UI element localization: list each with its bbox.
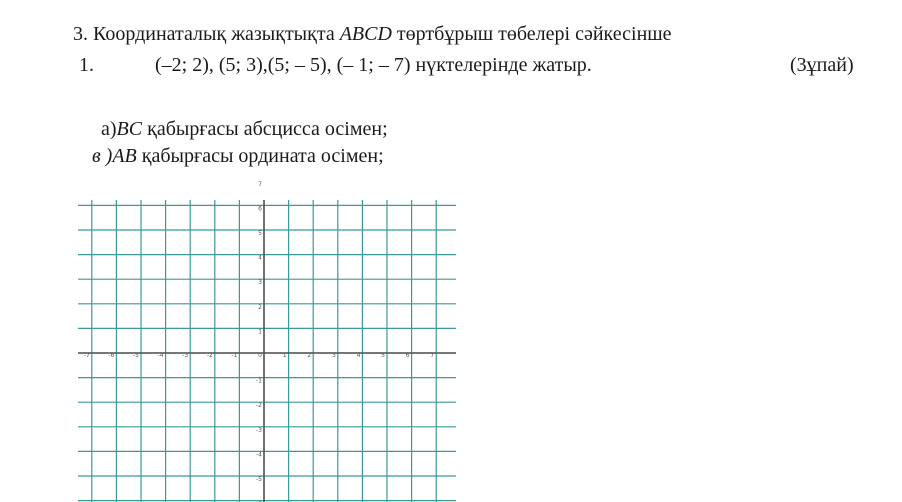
- x-tick-label: -2: [206, 352, 213, 359]
- y-tick-label: -4: [256, 451, 262, 459]
- quadrilateral-name: ABCD: [339, 23, 392, 45]
- x-tick-label: -3: [182, 352, 189, 359]
- x-tick-label: -6: [108, 352, 115, 359]
- x-tick-label: -1: [231, 352, 238, 359]
- task-a-text: қабырғасы абсцисса осімен;: [142, 118, 388, 140]
- score-label: (3ұпай): [790, 54, 854, 76]
- x-tick-label: -7: [83, 352, 90, 359]
- x-tick-label: -5: [133, 352, 139, 359]
- y-tick-label: 5: [258, 230, 262, 237]
- y-tick-label: 1: [258, 328, 262, 336]
- task-b-text: қабырғасы ордината осімен;: [136, 145, 384, 167]
- problem-line-1: [73, 23, 672, 45]
- x-tick-label: 4: [356, 352, 361, 359]
- task-b: [92, 145, 384, 167]
- problem-number: 3.: [73, 23, 88, 45]
- y-tick-label: -3: [256, 426, 262, 434]
- x-tick-label: 2: [307, 352, 312, 359]
- y-tick-label: -2: [256, 402, 262, 410]
- x-tick-label: 7: [430, 352, 435, 359]
- y-tick-label: -1: [256, 377, 262, 385]
- task-a: [101, 118, 388, 140]
- task-a-prefix: а): [101, 118, 117, 140]
- x-tick-label: -4: [157, 352, 164, 359]
- y-tick-label: 4: [258, 254, 262, 262]
- task-b-segment: AB: [112, 145, 137, 167]
- y-tick-label: 2: [258, 303, 262, 311]
- x-tick-label: 6: [405, 352, 410, 359]
- y-tick-label: -5: [256, 476, 262, 483]
- task-b-prefix: в ): [92, 145, 113, 167]
- coordinate-grid: [78, 180, 456, 502]
- problem-statement-start: Координаталық жазықтықта: [93, 23, 340, 45]
- x-tick-label: 5: [381, 352, 385, 359]
- problem-line-2-number: 1.: [79, 54, 94, 76]
- task-a-segment: BC: [116, 118, 143, 140]
- x-tick-label: 1: [282, 352, 287, 359]
- y-tick-label: 3: [258, 279, 262, 287]
- x-tick-label: 0: [258, 352, 262, 359]
- points-list: (–2; 2), (5; 3),(5; – 5), (– 1; – 7) нүктелерінде жатыр.: [155, 54, 592, 76]
- x-tick-label: 3: [331, 352, 336, 359]
- y-tick-label: 7: [258, 180, 262, 188]
- y-tick-label: 6: [258, 205, 262, 213]
- problem-statement-end: төртбұрыш төбелері сәйкесінше: [391, 23, 672, 45]
